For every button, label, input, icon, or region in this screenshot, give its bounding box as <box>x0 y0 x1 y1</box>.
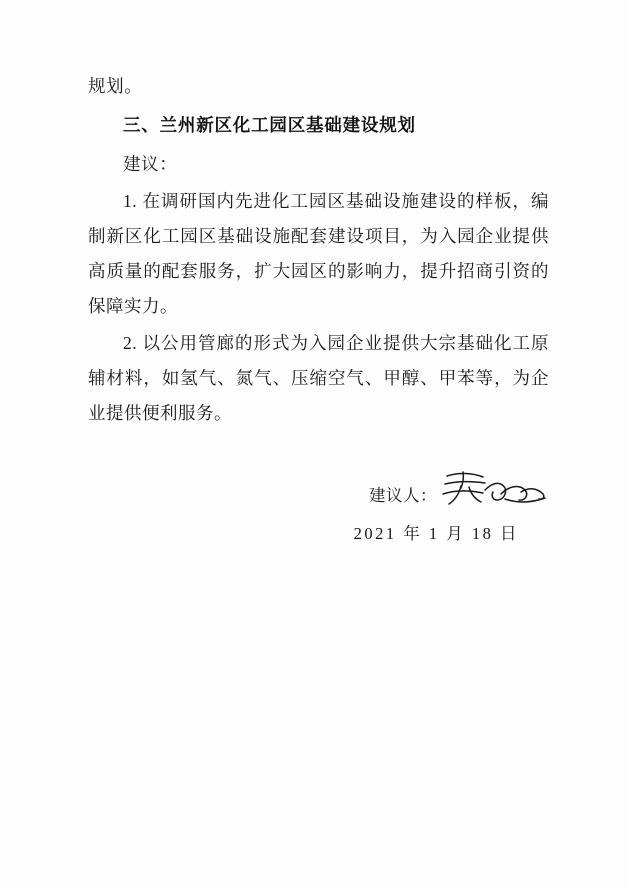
signature-row <box>88 468 549 508</box>
body-paragraph-2: 2. 以公用管廊的形式为入园企业提供大宗基础化工原辅材料，如氢气、氮气、压缩空气、甲醇、甲苯等，为企业提供便利服务。 <box>88 332 549 423</box>
continued-text: 规划。 <box>88 76 143 96</box>
date-row <box>88 520 549 544</box>
section-heading: 三、兰州新区化工园区基础建设规划 <box>123 115 416 136</box>
lead-in-text: 建议： <box>123 153 178 174</box>
signature-block <box>88 468 549 544</box>
handwritten-signature-icon <box>439 470 549 508</box>
body-paragraph-1: 1. 在调研国内先进化工园区基础设施建设的样板，编制新区化工园区基础设施配套建设项目，为入园企业提供高质量的配套服务，扩大园区的影响力，提升招商引资的保障实力。 <box>88 190 549 316</box>
signature-date: 2021 年 1 月 18 日 <box>353 524 519 543</box>
signature-label: 建议人： <box>369 486 437 505</box>
